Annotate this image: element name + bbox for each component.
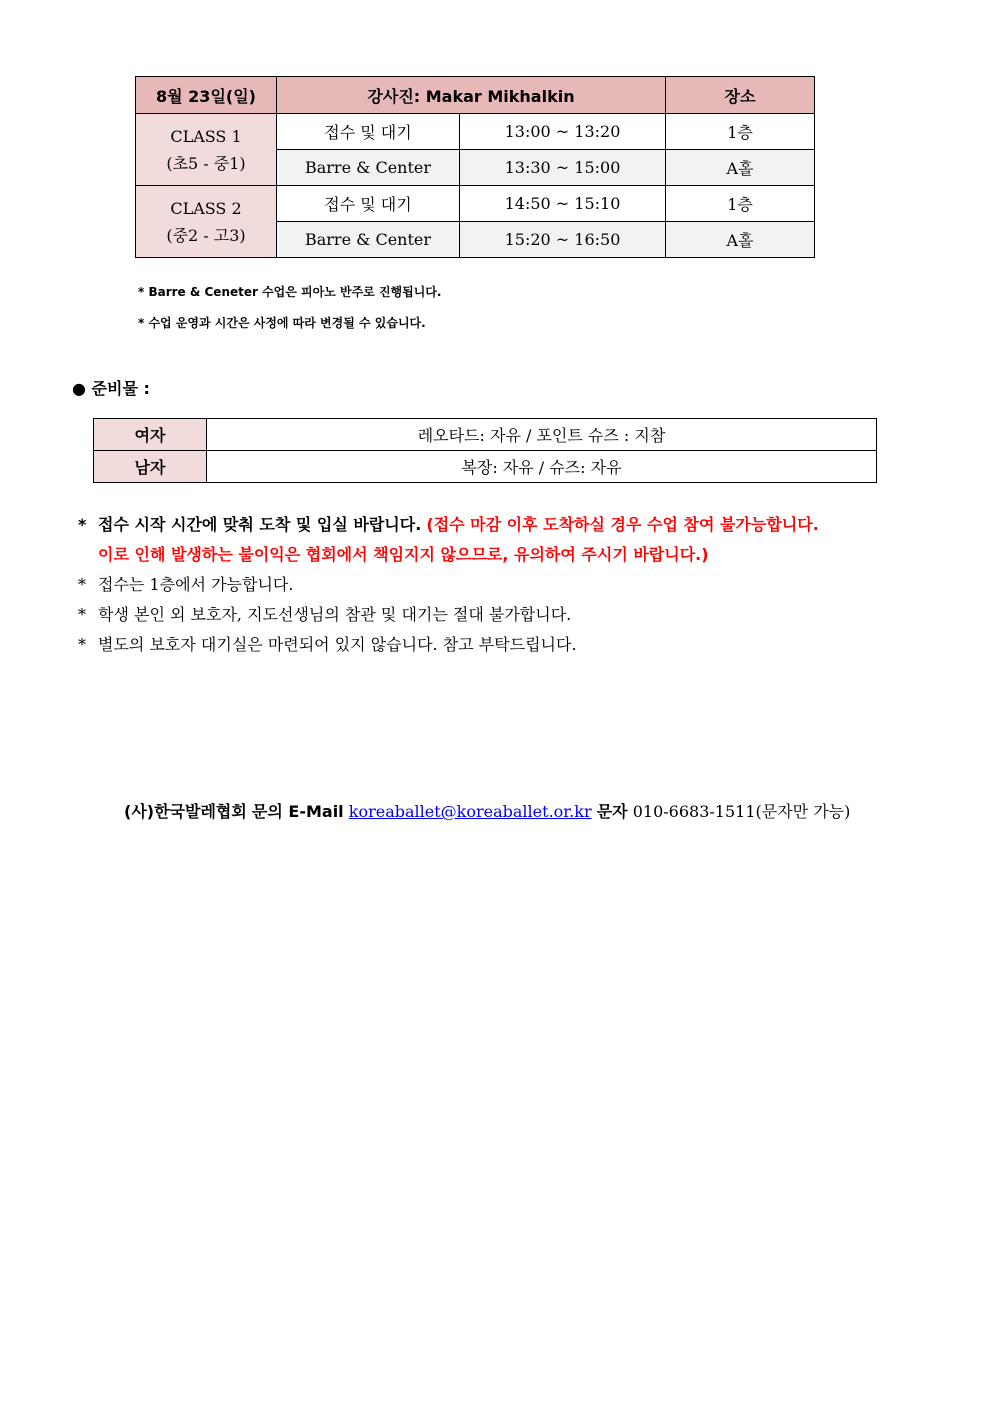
notices — [78, 510, 819, 660]
notice-arrival — [78, 510, 819, 540]
time-cell: 13:30 ~ 15:00 — [460, 150, 666, 186]
bullet-star: * — [78, 605, 86, 624]
notice-arrival-text: 접수 시작 시간에 맞춰 도착 및 입실 바랍니다. — [98, 515, 422, 534]
table-row — [94, 451, 877, 483]
place-cell: 1층 — [666, 186, 815, 222]
class-grades: (중2 - 고3) — [166, 225, 246, 245]
activity-cell: Barre & Center — [277, 150, 460, 186]
notice-observation-text: 학생 본인 외 보호자, 지도선생님의 참관 및 대기는 절대 불가합니다. — [98, 605, 572, 624]
notice-observation — [78, 600, 819, 630]
bullet-star: * — [78, 515, 87, 534]
table-row — [94, 419, 877, 451]
preparation-table — [93, 418, 877, 483]
time-cell: 15:20 ~ 16:50 — [460, 222, 666, 258]
bullet-star: * — [78, 635, 86, 654]
activity-cell: 접수 및 대기 — [277, 186, 460, 222]
table-row — [136, 114, 815, 150]
inquiry-label: 문의 E-Mail — [251, 802, 344, 821]
schedule-note-change: * 수업 운영과 시간은 사정에 따라 변경될 수 있습니다. — [138, 316, 426, 330]
contact-footer — [124, 799, 850, 822]
class-name: CLASS 1 — [170, 126, 242, 146]
email-link[interactable]: koreaballet@koreaballet.or.kr — [348, 802, 592, 821]
notice-waiting-room-text: 별도의 보호자 대기실은 마련되어 있지 않습니다. 참고 부탁드립니다. — [98, 635, 577, 654]
place-cell: A홀 — [666, 150, 815, 186]
class-2-cell — [136, 186, 277, 258]
notice-liability-warning: 이로 인해 발생하는 불이익은 협회에서 책임지지 않으므로, 유의하여 주시기 바랍니다.) — [98, 545, 709, 564]
bullet-star: * — [78, 575, 86, 594]
place-cell: 1층 — [666, 114, 815, 150]
notice-arrival-cont — [78, 540, 819, 570]
time-cell: 14:50 ~ 15:10 — [460, 186, 666, 222]
sms-number: 010-6683-1511(문자만 가능) — [632, 802, 851, 821]
sms-label: 문자 — [596, 802, 628, 821]
preparation-heading: ● 준비물 : — [72, 379, 150, 398]
prep-label-male: 남자 — [94, 451, 207, 483]
notice-reception-text: 접수는 1층에서 가능합니다. — [98, 575, 294, 594]
class-1-cell — [136, 114, 277, 186]
prep-value-female: 레오타드: 자유 / 포인트 슈즈 : 지참 — [207, 419, 877, 451]
place-cell: A홀 — [666, 222, 815, 258]
notice-reception — [78, 570, 819, 600]
activity-cell: 접수 및 대기 — [277, 114, 460, 150]
class-name: CLASS 2 — [170, 198, 242, 218]
instructor-header: 강사진: Makar Mikhalkin — [277, 77, 666, 114]
schedule-note-piano: * Barre & Ceneter 수업은 피아노 반주로 진행됩니다. — [138, 285, 442, 299]
location-header: 장소 — [666, 77, 815, 114]
notice-late-warning: (접수 마감 이후 도착하실 경우 수업 참여 불가능합니다. — [426, 515, 819, 534]
table-row — [136, 186, 815, 222]
date-header: 8월 23일(일) — [136, 77, 277, 114]
schedule-table — [135, 76, 815, 258]
org-name: (사)한국발레협회 — [124, 802, 247, 821]
notice-waiting-room — [78, 630, 819, 660]
schedule-header-row — [136, 77, 815, 114]
prep-value-male: 복장: 자유 / 슈즈: 자유 — [207, 451, 877, 483]
activity-cell: Barre & Center — [277, 222, 460, 258]
time-cell: 13:00 ~ 13:20 — [460, 114, 666, 150]
prep-label-female: 여자 — [94, 419, 207, 451]
class-grades: (초5 - 중1) — [166, 153, 246, 173]
